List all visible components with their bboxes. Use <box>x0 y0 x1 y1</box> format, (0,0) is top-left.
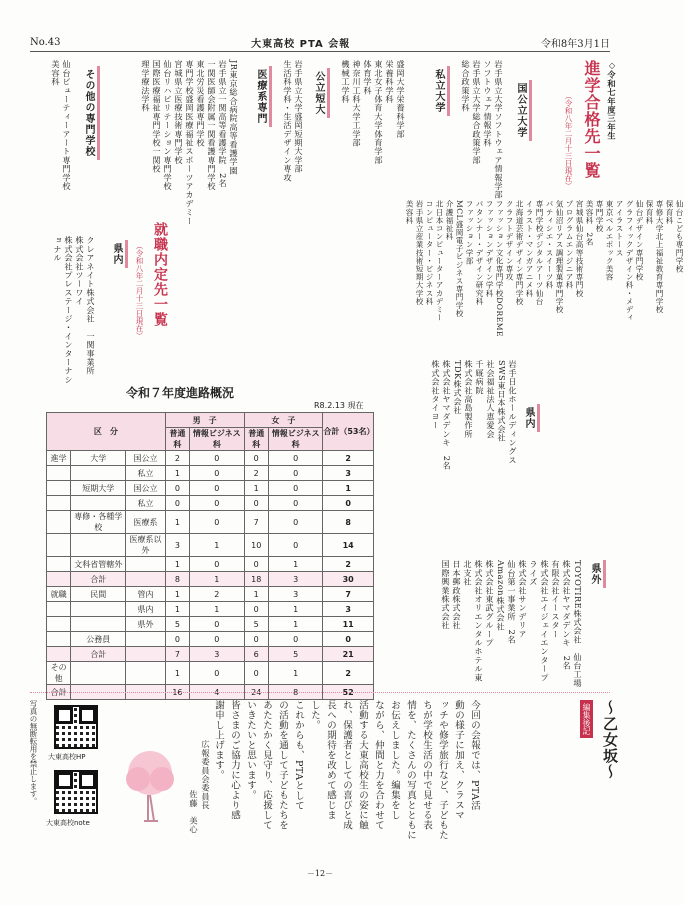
list-item: クレアネイト株式会社 一関事業所 <box>86 236 96 376</box>
row-label <box>47 632 71 647</box>
qr-note-label: 大東高校note <box>46 819 90 827</box>
row-label <box>47 602 71 617</box>
row-label: 県外 <box>126 617 165 632</box>
list-item: 仙台第一事業所 2名 <box>507 560 517 645</box>
editor-line: した。 <box>309 700 320 730</box>
table-cell: 14 <box>323 534 374 557</box>
row-label <box>47 481 71 496</box>
jobs-title: 就職内定先一覧 <box>152 222 168 327</box>
row-label: 文科省管轄外 <box>71 557 126 572</box>
table-row <box>47 557 374 572</box>
table-cell: 0 <box>190 557 244 572</box>
table-cell: 7 <box>323 587 374 602</box>
jobs-misc-list <box>52 236 96 386</box>
row-label: 専修・各種学校 <box>71 511 126 534</box>
table-cell: 0 <box>244 451 268 466</box>
career-summary-table <box>46 412 374 700</box>
row-label: 合計 <box>71 572 126 587</box>
row-label <box>126 572 165 587</box>
qr-code-note[interactable] <box>54 770 98 814</box>
list-item: ファッション文化専門学校DOREME <box>495 200 504 338</box>
table-cell: 7 <box>165 647 189 662</box>
cherry-tree-illustration <box>120 745 180 825</box>
table-cell: 8 <box>323 511 374 534</box>
list-item: 北海道芸術デザイン専門学校 <box>515 200 524 306</box>
row-label: 合計 <box>47 685 71 700</box>
table-cell: 1 <box>165 466 189 481</box>
row-label <box>126 662 165 685</box>
table-row <box>47 496 374 511</box>
list-item: 株式会社プレステージ・インターナショナル <box>53 236 74 384</box>
editor-tag: 編集後記 <box>580 700 593 738</box>
editor-name: 佐藤 美心 <box>189 790 199 834</box>
table-cell: 21 <box>323 647 374 662</box>
row-label <box>126 632 165 647</box>
list-item: アイラストース <box>615 200 624 257</box>
section-divider <box>30 692 610 693</box>
header-male-info: 情報ビジネス科 <box>190 428 244 451</box>
table-cell: 11 <box>323 617 374 632</box>
list-item: 株式会社ツーワイ <box>75 236 85 306</box>
page-number: －12－ <box>306 869 334 878</box>
header-rule <box>30 51 610 52</box>
list-item: 株式会社高島製作所 <box>464 360 474 439</box>
row-label <box>71 662 126 685</box>
table-row <box>47 662 374 685</box>
list-item: クラフトデザイン専攻 <box>505 200 514 281</box>
table-cell: 0 <box>165 496 189 511</box>
table-cell: 0 <box>190 451 244 466</box>
list-item: グラフィックデザイン科・メディ <box>625 200 634 322</box>
table-cell: 0 <box>244 496 268 511</box>
list-item: 北日本コンピューターアカデミー <box>435 200 444 322</box>
editor-title: ～乙女坂～ <box>601 700 619 780</box>
table-cell: 5 <box>165 617 189 632</box>
editor-line: れ、保護者としての喜びと成 <box>341 700 352 830</box>
list-item: ファッションデザイン学科 <box>485 200 494 298</box>
table-cell: 1 <box>244 481 268 496</box>
row-label: 進学 <box>47 451 71 466</box>
table-cell: 0 <box>190 466 244 481</box>
table-cell: 1 <box>165 511 189 534</box>
editor-line: ながら、仲間と力を合わせて <box>373 700 384 830</box>
qr-hp-label: 大東高校HP <box>48 753 86 761</box>
table-cell: 1 <box>165 662 189 685</box>
table-cell: 0 <box>268 511 322 534</box>
row-label: 医療系以外 <box>126 534 165 557</box>
editor-line: 皆さまのご協力に心より感 <box>229 700 240 820</box>
table-cell: 1 <box>165 587 189 602</box>
national-univ-list <box>460 60 504 210</box>
table-row <box>47 511 374 534</box>
table-title: 令和７年度進路概況 <box>126 386 235 400</box>
editor-line: ちが学校生活の中で見せる表 <box>421 700 432 830</box>
row-label: 国公立 <box>126 481 165 496</box>
table-cell: 2 <box>323 451 374 466</box>
table-cell: 0 <box>190 662 244 685</box>
editor-line: の活動を通して子どもたちを <box>277 700 288 830</box>
table-cell: 1 <box>165 602 189 617</box>
list-item: プログラムエンジニア科 <box>565 200 574 290</box>
table-cell: 0 <box>268 466 322 481</box>
editor-line: あたたかく見守り、応援して <box>261 700 272 830</box>
row-label <box>47 647 71 662</box>
row-label: 大学 <box>71 451 126 466</box>
row-label: 県内 <box>126 602 165 617</box>
list-item: 美容科 2名 <box>585 200 594 246</box>
list-item: 株式会社オリエンタルホテル東北支社 <box>463 560 484 682</box>
row-label: 私立 <box>126 466 165 481</box>
list-item: 専門学校 <box>595 200 604 233</box>
list-item: TDK株式会社 <box>453 360 463 415</box>
list-item: MCL盛岡電子ビジネス専門学校 <box>455 200 464 318</box>
list-item: パタンナー・デザイン研究科 <box>475 200 484 306</box>
table-cell: 0 <box>244 662 268 685</box>
row-label: 管内 <box>126 587 165 602</box>
list-item: 株式会社ヤマダデンキ 2名 <box>562 560 572 671</box>
private-univ-list <box>340 60 406 210</box>
list-item: 岩手県立大学ソフトウェア情報学部 <box>494 60 504 200</box>
table-cell: 52 <box>323 685 374 700</box>
table-cell: 1 <box>244 587 268 602</box>
table-cell: 24 <box>244 685 268 700</box>
table-row <box>47 647 374 662</box>
list-item: 神奈川工科大学工学部 <box>352 60 362 147</box>
page-header <box>30 34 610 50</box>
list-item: 株式会社サンデリア <box>518 560 528 639</box>
editor-line: お伝えしました。編集をし <box>389 700 400 820</box>
row-label: 私立 <box>126 496 165 511</box>
list-item: 宮城県立医療技術専門学校 <box>174 60 184 165</box>
row-label <box>47 557 71 572</box>
list-item: 国際興業株式会社 <box>441 560 451 630</box>
editor-line: 動の様子に加え、クラスマ <box>453 700 464 820</box>
newsletter-title: 大東高校 PTA 会報 <box>251 38 351 50</box>
table-cell: 5 <box>268 647 322 662</box>
editor-body <box>210 700 482 840</box>
header-female-general: 普通科 <box>244 428 268 451</box>
list-item: 日本郵政株式会社 <box>452 560 462 630</box>
table-cell: 0 <box>190 632 244 647</box>
list-item: 国際医療福祉専門学校一関校 <box>152 60 162 174</box>
list-item: 東北女子体育大学体育学部 <box>374 60 384 165</box>
copyright-note: 写真の無断転用を禁止します。 <box>29 700 38 805</box>
table-row <box>47 617 374 632</box>
row-label: 合計 <box>71 647 126 662</box>
row-label <box>47 511 71 534</box>
list-item: 機械工学科 <box>341 60 351 104</box>
table-cell: 4 <box>190 685 244 700</box>
section-medical: 医療系専門 <box>252 66 272 127</box>
table-cell: 0 <box>244 602 268 617</box>
row-label <box>71 496 126 511</box>
grade-label: ◇令和七年度三年生 <box>607 60 617 141</box>
table-row <box>47 481 374 496</box>
table-cell: 1 <box>268 662 322 685</box>
list-item: 株式会社東武グループ <box>485 560 495 647</box>
table-cell: 6 <box>244 647 268 662</box>
row-label <box>47 572 71 587</box>
table-row <box>47 587 374 602</box>
list-item: 仙台デザイン専門学校 <box>635 200 644 281</box>
table-cell: 3 <box>165 534 189 557</box>
table-cell: 0 <box>190 481 244 496</box>
table-cell: 0 <box>268 481 322 496</box>
table-cell: 1 <box>268 602 322 617</box>
row-label: 医療系 <box>126 511 165 534</box>
list-item: 仙台こども専門学校 <box>675 200 684 273</box>
table-row <box>47 602 374 617</box>
row-label <box>47 496 71 511</box>
table-cell: 2 <box>165 451 189 466</box>
table-cell: 2 <box>323 662 374 685</box>
editor-line: 情を、たくさんの写真とともに <box>405 700 416 840</box>
qr-code-hp[interactable] <box>54 705 98 749</box>
list-item: 体育学科 <box>363 60 373 95</box>
table-cell: 0 <box>165 632 189 647</box>
table-cell: 0 <box>268 632 322 647</box>
list-item: 専修大学北上福祉教育専門学校 <box>655 200 664 314</box>
table-cell: 0 <box>268 451 322 466</box>
list-item: 岩手県立産業技術短期大学校 <box>415 200 424 306</box>
table-cell: 0 <box>190 617 244 632</box>
section-junior-college: 公立短大 <box>310 68 330 118</box>
table-cell: 8 <box>165 572 189 587</box>
table-cell: 10 <box>244 534 268 557</box>
list-item: 東京ベルエポック美容 <box>605 200 614 281</box>
editor-line: 今回の会報では、PTA活 <box>469 700 480 811</box>
list-item: ファッション学部 <box>465 200 474 265</box>
row-label: その他 <box>47 662 71 685</box>
table-cell: 2 <box>190 587 244 602</box>
table-cell: 1 <box>323 481 374 496</box>
table-row <box>47 451 374 466</box>
table-cell: 1 <box>190 572 244 587</box>
header-total: 合計（53名） <box>323 413 374 451</box>
table-row <box>47 466 374 481</box>
header-male-general: 普通科 <box>165 428 189 451</box>
row-label <box>47 617 71 632</box>
section-jobs-in-pref: 県内 <box>520 404 540 432</box>
list-item: 保育科 <box>665 200 674 225</box>
row-label: 国公立 <box>126 451 165 466</box>
row-label <box>71 534 126 557</box>
list-item: 千厩病院 <box>475 360 485 395</box>
issue-number: No.43 <box>30 36 61 48</box>
row-label <box>126 557 165 572</box>
issue-date: 令和8年3月1日 <box>540 38 610 50</box>
list-item: Amazon株式会社 <box>496 560 506 631</box>
table-row <box>47 632 374 647</box>
row-label <box>126 647 165 662</box>
list-item: 栄養科学科 <box>385 60 395 104</box>
table-cell: 0 <box>165 481 189 496</box>
section-private-univ: 私立大学 <box>430 66 450 116</box>
row-label: 短期大学 <box>71 481 126 496</box>
table-row <box>47 572 374 587</box>
row-label <box>71 466 126 481</box>
row-label <box>71 602 126 617</box>
row-label <box>71 617 126 632</box>
header-category: 区 分 <box>47 413 166 451</box>
list-item: パティシエ・スイーツ科 <box>545 200 554 290</box>
jobs-in-pref-list <box>430 360 518 510</box>
table-body <box>47 451 374 700</box>
list-item: 宮城県仙台高等技術専門校 <box>575 200 584 298</box>
table-cell: 0 <box>323 496 374 511</box>
header-male: 男 子 <box>165 413 244 428</box>
table-cell: 16 <box>165 685 189 700</box>
header-female: 女 子 <box>244 413 323 428</box>
table-cell: 0 <box>190 511 244 534</box>
list-item: JR東京総合病院高等看護学園 <box>229 60 239 175</box>
table-cell: 0 <box>244 632 268 647</box>
editor-line: 長への期待を改めて感じま <box>325 700 336 820</box>
section-jobs-out-pref: 県外 <box>586 560 606 588</box>
table-cell: 2 <box>323 557 374 572</box>
list-item: 岩手県立大学総合政策学部 <box>472 60 482 165</box>
list-item: 株式会社エイジェイエンタープライズ <box>529 560 550 682</box>
list-item: 専門学校デジタルアーツ仙台 <box>535 200 544 306</box>
list-item: 盛岡大学栄養科学部 <box>396 60 406 139</box>
list-item: 総合政策学科 <box>461 60 471 113</box>
section-national-univ: 国公立大学 <box>512 80 532 141</box>
list-item: 仙台ビューティーアート専門学校 <box>62 60 72 191</box>
section-other-vocational: その他の専門学校 <box>80 66 100 160</box>
list-item: 株式会社ヤマダデンキ 2名 <box>442 360 452 471</box>
table-as-of: R8.2.13 現在 <box>314 401 364 410</box>
list-item: イラスト・マンガアニメ科 <box>525 200 534 298</box>
list-item: 専門学校盛岡医療福祉スポーツアカデミー <box>185 60 195 226</box>
main-title: 進学合格先一覧 <box>582 60 601 179</box>
list-item: 一関医師会附属一関看護専門学校 <box>207 60 217 191</box>
table-cell: 0 <box>323 632 374 647</box>
section-jobs-misc: 県内 <box>108 240 128 268</box>
list-item: 美容科 <box>51 60 61 87</box>
editor-line: 活動する大東高校生の姿に触 <box>357 700 368 830</box>
table-cell: 3 <box>268 587 322 602</box>
table-cell: 2 <box>244 466 268 481</box>
list-item: 気仙沼リアス調理製菓専門学校 <box>555 200 564 314</box>
table-cell: 1 <box>165 557 189 572</box>
list-item: 岩手県立一関高等看護学院 2名 <box>218 60 228 188</box>
table-cell: 3 <box>268 572 322 587</box>
table-cell: 3 <box>323 602 374 617</box>
jobs-out-pref-list <box>440 560 583 690</box>
table-cell: 1 <box>268 557 322 572</box>
junior-college-list <box>282 60 304 260</box>
list-item: ソフトウェア情報学科 <box>483 60 493 147</box>
row-label: 就職 <box>47 587 71 602</box>
row-label: 公務員 <box>71 632 126 647</box>
row-label <box>47 466 71 481</box>
table-cell: 3 <box>190 647 244 662</box>
table-cell: 1 <box>190 534 244 557</box>
header-female-info: 情報ビジネス科 <box>268 428 322 451</box>
list-item: 社会福祉法人恵愛会 <box>486 360 496 439</box>
list-item: SWS東日本株式会社 <box>497 360 507 443</box>
table-cell: 0 <box>190 496 244 511</box>
list-item: 介護福祉科 <box>445 200 454 241</box>
table-cell: 7 <box>244 511 268 534</box>
list-item: 岩手日化ホールディングス <box>508 360 518 465</box>
table-cell: 30 <box>323 572 374 587</box>
table-cell: 1 <box>268 617 322 632</box>
table-cell: 0 <box>244 557 268 572</box>
list-item: コンピューター・ビジネス科 <box>425 200 434 306</box>
other-vocational-list <box>50 60 72 210</box>
list-item: 美容科 <box>405 200 414 225</box>
list-item: TOYOTIRE株式会社 仙台工場 <box>573 560 583 688</box>
table-cell: 1 <box>190 602 244 617</box>
editor-role: 広報委員会委員長 <box>201 740 211 810</box>
list-item: 岩手県立大学盛岡短期大学部 <box>294 60 304 174</box>
row-label <box>47 534 71 557</box>
table-row <box>47 534 374 557</box>
jobs-sub: （令和八年二月十三日現在） <box>135 242 144 340</box>
row-label: 民間 <box>71 587 126 602</box>
list-item: 保育科 <box>645 200 654 225</box>
table-cell: 0 <box>268 496 322 511</box>
list-item: 株式会社タイヨー <box>431 360 441 430</box>
table-cell: 3 <box>323 466 374 481</box>
list-item: 有限会社イースター <box>551 560 561 639</box>
main-title-sub: （令和八年二月十三日現在） <box>564 92 573 190</box>
list-item: 理学療法学科 <box>141 60 151 113</box>
table-cell: 18 <box>244 572 268 587</box>
table-cell: 8 <box>268 685 322 700</box>
list-item: 東北労災看護専門学校 <box>196 60 206 147</box>
table-cell: 5 <box>244 617 268 632</box>
table-cell: 0 <box>268 534 322 557</box>
editor-line: いきたいと思います。 <box>245 700 256 800</box>
editor-line: 謝申し上げます。 <box>213 700 224 780</box>
list-item: 生活科学科・生活デザイン専攻 <box>283 60 293 182</box>
editor-line: これからも、PTAとして <box>293 700 304 811</box>
editor-line: ッチや修学旅行など、子どもた <box>437 700 448 840</box>
list-item: 仙台リハビリテーション専門学校 <box>163 60 173 191</box>
